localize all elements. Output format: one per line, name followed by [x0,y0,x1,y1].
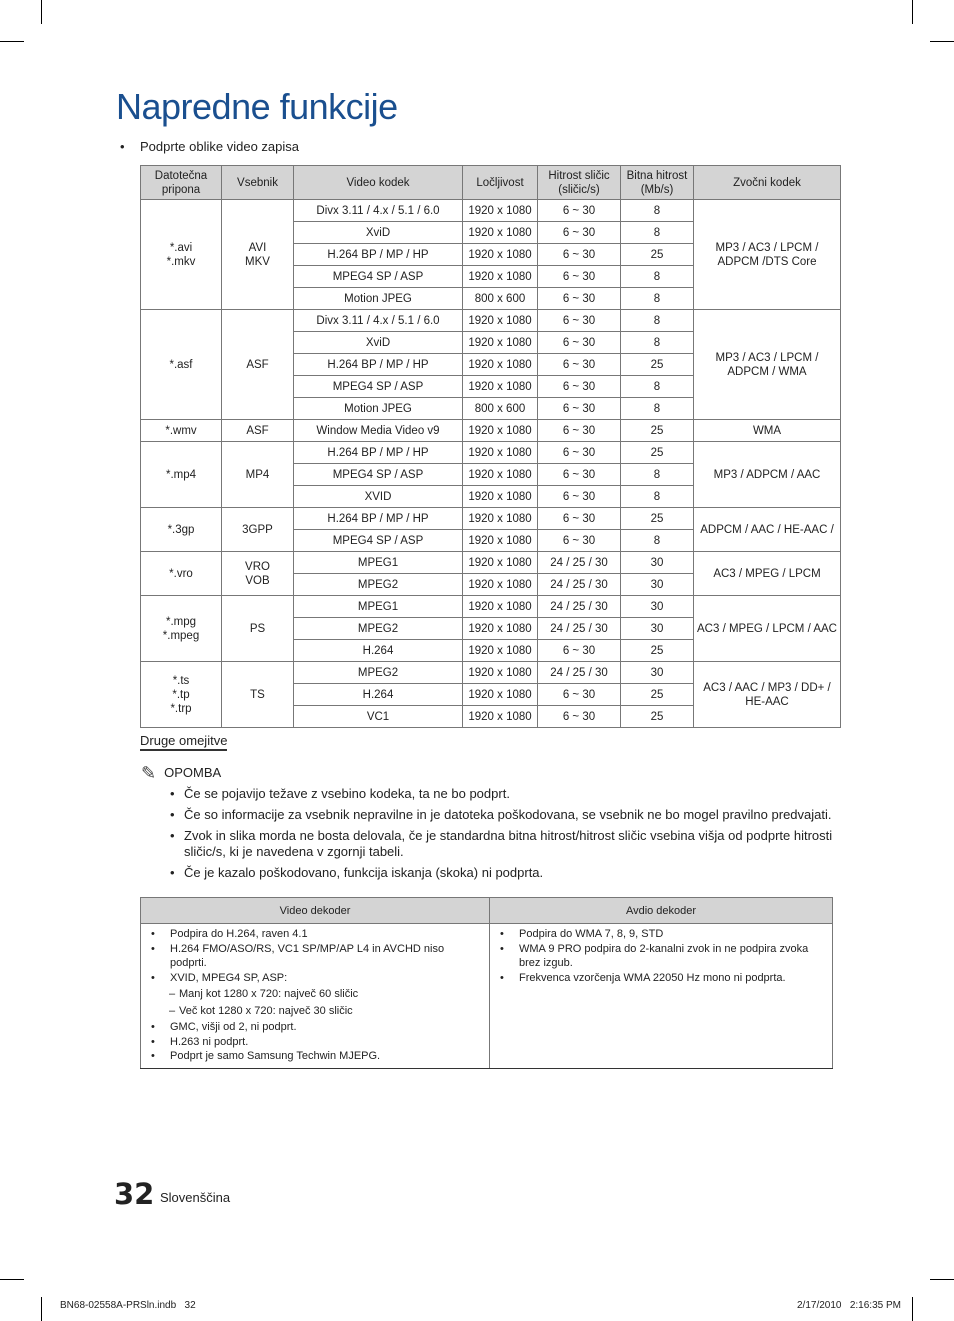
list-item [149,1020,483,1035]
dash-icon: – [169,1004,176,1017]
bullet-icon: • [500,972,504,985]
list-item-text: Manj kot 1280 x 720: največ 60 sličic [179,987,359,1000]
bit-rate-cell: 30 [621,552,694,574]
frame-rate-cell: 6 ~ 30 [538,266,621,288]
audio-codec-cell: MP3 / ADPCM / AAC [694,442,841,508]
column-header: Ločljivost [463,166,538,200]
bit-rate-cell: 30 [621,618,694,640]
frame-rate-cell: 6 ~ 30 [538,244,621,266]
video-codec-cell: H.264 [294,640,463,662]
frame-rate-cell: 6 ~ 30 [538,200,621,222]
list-item-text: Zvok in slika morda ne bosta delovala, če je standardna bitna hitrost/hitrost sličic vsebina višja od podprte hitrosti sličic/s, ki je navedena v zgornji tabeli. [184,828,833,859]
resolution-cell: 1920 x 1080 [463,486,538,508]
list-item-text: H.263 ni podprt. [170,1035,249,1048]
frame-rate-cell: 6 ~ 30 [538,464,621,486]
frame-rate-cell: 24 / 25 / 30 [538,574,621,596]
bit-rate-cell: 25 [621,640,694,662]
list-item [498,971,826,986]
video-codec-cell: Motion JPEG [294,398,463,420]
crop-mark [41,0,42,24]
container-cell: VRO VOB [222,552,294,596]
container-cell: 3GPP [222,508,294,552]
video-codec-cell: H.264 BP / MP / HP [294,354,463,376]
bit-rate-cell: 8 [621,486,694,508]
format-table-header [141,166,841,200]
video-codec-cell: H.264 BP / MP / HP [294,442,463,464]
file-extension-cell: *.asf [141,310,222,420]
bit-rate-cell: 8 [621,376,694,398]
file-extension-cell: *.3gp [141,508,222,552]
bullet-icon: • [120,139,125,154]
video-codec-cell: XviD [294,222,463,244]
video-codec-cell: MPEG4 SP / ASP [294,266,463,288]
bullet-icon: • [170,807,175,822]
container-cell: TS [222,662,294,728]
audio-decoder-header: Avdio dekoder [490,898,833,924]
frame-rate-cell: 6 ~ 30 [538,288,621,310]
bullet-icon: • [151,1050,155,1063]
list-item [149,942,483,971]
list-item [149,1035,483,1050]
bit-rate-cell: 30 [621,574,694,596]
resolution-cell: 1920 x 1080 [463,618,538,640]
crop-mark [912,1297,913,1321]
frame-rate-cell: 6 ~ 30 [538,310,621,332]
container-cell: AVI MKV [222,200,294,310]
resolution-cell: 1920 x 1080 [463,244,538,266]
frame-rate-cell: 6 ~ 30 [538,222,621,244]
footer-date: 2/17/2010 2:16:35 PM [797,1300,901,1311]
format-table [140,165,841,728]
table-row [141,596,841,618]
bit-rate-cell: 8 [621,222,694,244]
page-language: Slovenščina [160,1190,231,1205]
video-codec-cell: MPEG4 SP / ASP [294,530,463,552]
bullet-icon: • [151,942,155,955]
decoder-table [140,897,833,1069]
list-item-text: Več kot 1280 x 720: največ 30 sličic [179,1004,353,1017]
resolution-cell: 1920 x 1080 [463,640,538,662]
table-row [141,200,841,222]
frame-rate-cell: 6 ~ 30 [538,706,621,728]
bullet-icon: • [151,1020,155,1033]
resolution-cell: 800 x 600 [463,288,538,310]
page-number: 32 [114,1177,155,1211]
video-codec-cell: H.264 BP / MP / HP [294,508,463,530]
video-codec-cell: MPEG2 [294,618,463,640]
video-codec-cell: MPEG4 SP / ASP [294,464,463,486]
table-row [141,552,841,574]
bit-rate-cell: 8 [621,310,694,332]
frame-rate-cell: 6 ~ 30 [538,420,621,442]
list-item-text: Podprt je samo Samsung Techwin MJEPG. [170,1050,381,1063]
list-item-text: XVID, MPEG4 SP, ASP: [170,972,288,985]
table-row [141,310,841,332]
video-codec-cell: MPEG2 [294,574,463,596]
list-item [149,1049,483,1064]
crop-mark [912,0,913,24]
footer-file: BN68-02558A-PRSln.indb 32 [60,1300,196,1311]
resolution-cell: 1920 x 1080 [463,200,538,222]
bullet-icon: • [500,928,504,940]
bit-rate-cell: 30 [621,596,694,618]
frame-rate-cell: 6 ~ 30 [538,376,621,398]
bit-rate-cell: 8 [621,332,694,354]
bit-rate-cell: 25 [621,244,694,266]
list-item-text: Če je kazalo poškodovano, funkcija iskanja (skoka) ni podprta. [184,865,544,880]
file-extension-cell: *.avi *.mkv [141,200,222,310]
restrictions-list [168,786,848,886]
resolution-cell: 1920 x 1080 [463,222,538,244]
table-row [141,420,841,442]
container-cell: ASF [222,420,294,442]
resolution-cell: 1920 x 1080 [463,706,538,728]
table-row [141,508,841,530]
video-codec-cell: MPEG1 [294,552,463,574]
bullet-icon: • [151,928,155,940]
frame-rate-cell: 6 ~ 30 [538,354,621,376]
resolution-cell: 1920 x 1080 [463,662,538,684]
resolution-cell: 1920 x 1080 [463,442,538,464]
list-item [498,942,826,971]
audio-codec-cell: WMA [694,420,841,442]
video-codec-cell: VC1 [294,706,463,728]
list-item [168,865,848,881]
resolution-cell: 1920 x 1080 [463,332,538,354]
resolution-cell: 1920 x 1080 [463,552,538,574]
video-codec-cell: Window Media Video v9 [294,420,463,442]
bullet-icon: • [170,828,175,843]
frame-rate-cell: 6 ~ 30 [538,508,621,530]
video-codec-cell: Divx 3.11 / 4.x / 5.1 / 6.0 [294,310,463,332]
bit-rate-cell: 25 [621,442,694,464]
bit-rate-cell: 8 [621,398,694,420]
bit-rate-cell: 8 [621,200,694,222]
bit-rate-cell: 25 [621,684,694,706]
frame-rate-cell: 6 ~ 30 [538,684,621,706]
bit-rate-cell: 8 [621,288,694,310]
file-extension-cell: *.ts *.tp *.trp [141,662,222,728]
note-label-row [141,763,221,784]
bit-rate-cell: 25 [621,706,694,728]
audio-decoder-cell [490,924,833,1069]
resolution-cell: 1920 x 1080 [463,420,538,442]
crop-mark [41,1297,42,1321]
list-item-text: Če so informacije za vsebnik nepravilne in je datoteka poškodovana, se vsebnik ne bo mogel pravilno predvajati. [184,807,832,822]
audio-codec-cell: AC3 / MPEG / LPCM [694,552,841,596]
container-cell: PS [222,596,294,662]
column-header: Vsebnik [222,166,294,200]
resolution-cell: 1920 x 1080 [463,684,538,706]
resolution-cell: 1920 x 1080 [463,530,538,552]
file-extension-cell: *.mp4 [141,442,222,508]
resolution-cell: 1920 x 1080 [463,376,538,398]
frame-rate-cell: 6 ~ 30 [538,398,621,420]
resolution-cell: 1920 x 1080 [463,310,538,332]
pencil-icon: ✎ [141,763,157,783]
video-decoder-cell [141,924,490,1069]
bullet-icon: • [170,865,175,880]
list-item-text: GMC, višji od 2, ni podprt. [170,1020,297,1033]
list-item [149,971,483,986]
list-item [149,1003,483,1020]
intro-bullet-text: Podprte oblike video zapisa [140,139,299,154]
frame-rate-cell: 24 / 25 / 30 [538,618,621,640]
audio-codec-cell: MP3 / AC3 / LPCM / ADPCM /DTS Core [694,200,841,310]
note-label: OPOMBA [164,765,222,780]
resolution-cell: 1920 x 1080 [463,596,538,618]
column-header: Bitna hitrost (Mb/s) [621,166,694,200]
list-item [168,828,848,860]
list-item-text: Če se pojavijo težave z vsebino kodeka, ta ne bo podprt. [184,786,510,801]
video-codec-cell: MPEG1 [294,596,463,618]
column-header: Zvočni kodek [694,166,841,200]
container-cell: MP4 [222,442,294,508]
list-item [498,927,826,942]
dash-icon: – [169,987,176,1000]
column-header: Datotečna pripona [141,166,222,200]
video-codec-cell: H.264 [294,684,463,706]
bit-rate-cell: 25 [621,508,694,530]
frame-rate-cell: 24 / 25 / 30 [538,552,621,574]
file-extension-cell: *.wmv [141,420,222,442]
list-item [168,786,848,802]
list-item-text: WMA 9 PRO podpira do 2-kanalni zvok in ne podpira zvoka brez izgub. [519,942,809,970]
column-header: Hitrost sličic (sličic/s) [538,166,621,200]
video-codec-cell: XVID [294,486,463,508]
list-item-text: Frekvenca vzorčenja WMA 22050 Hz mono ni podprta. [519,972,786,985]
frame-rate-cell: 6 ~ 30 [538,486,621,508]
file-extension-cell: *.mpg *.mpeg [141,596,222,662]
audio-codec-cell: AC3 / MPEG / LPCM / AAC [694,596,841,662]
resolution-cell: 800 x 600 [463,398,538,420]
crop-mark [0,1279,24,1280]
video-codec-cell: MPEG4 SP / ASP [294,376,463,398]
audio-codec-cell: MP3 / AC3 / LPCM / ADPCM / WMA [694,310,841,420]
column-header: Video kodek [294,166,463,200]
bit-rate-cell: 25 [621,354,694,376]
frame-rate-cell: 24 / 25 / 30 [538,596,621,618]
audio-codec-cell: ADPCM / AAC / HE-AAC / [694,508,841,552]
bit-rate-cell: 8 [621,530,694,552]
bullet-icon: • [151,972,155,985]
list-item [168,807,848,823]
crop-mark [0,41,24,42]
resolution-cell: 1920 x 1080 [463,464,538,486]
frame-rate-cell: 6 ~ 30 [538,332,621,354]
bit-rate-cell: 30 [621,662,694,684]
bit-rate-cell: 25 [621,420,694,442]
resolution-cell: 1920 x 1080 [463,508,538,530]
table-row [141,442,841,464]
video-codec-cell: Motion JPEG [294,288,463,310]
frame-rate-cell: 6 ~ 30 [538,530,621,552]
video-codec-cell: MPEG2 [294,662,463,684]
container-cell: ASF [222,310,294,420]
file-extension-cell: *.vro [141,552,222,596]
frame-rate-cell: 24 / 25 / 30 [538,662,621,684]
list-item [149,986,483,1003]
resolution-cell: 1920 x 1080 [463,354,538,376]
frame-rate-cell: 6 ~ 30 [538,640,621,662]
crop-mark [930,1279,954,1280]
bit-rate-cell: 8 [621,266,694,288]
video-codec-cell: XviD [294,332,463,354]
resolution-cell: 1920 x 1080 [463,266,538,288]
intro-bullet [120,139,299,154]
restrictions-heading: Druge omejitve [140,733,227,751]
list-item-text: Podpira do H.264, raven 4.1 [170,928,308,940]
list-item [149,927,483,942]
resolution-cell: 1920 x 1080 [463,574,538,596]
video-codec-cell: Divx 3.11 / 4.x / 5.1 / 6.0 [294,200,463,222]
list-item-text: Podpira do WMA 7, 8, 9, STD [519,928,664,940]
bullet-icon: • [151,1035,155,1048]
crop-mark [930,41,954,42]
list-item-text: H.264 FMO/ASO/RS, VC1 SP/MP/AP L4 in AVCHD niso podprti. [170,942,445,970]
page-title: Napredne funkcije [116,86,398,127]
video-codec-cell: H.264 BP / MP / HP [294,244,463,266]
table-row [141,662,841,684]
bullet-icon: • [170,786,175,801]
video-decoder-header: Video dekoder [141,898,490,924]
audio-codec-cell: AC3 / AAC / MP3 / DD+ / HE-AAC [694,662,841,728]
frame-rate-cell: 6 ~ 30 [538,442,621,464]
bullet-icon: • [500,942,504,955]
bit-rate-cell: 8 [621,464,694,486]
